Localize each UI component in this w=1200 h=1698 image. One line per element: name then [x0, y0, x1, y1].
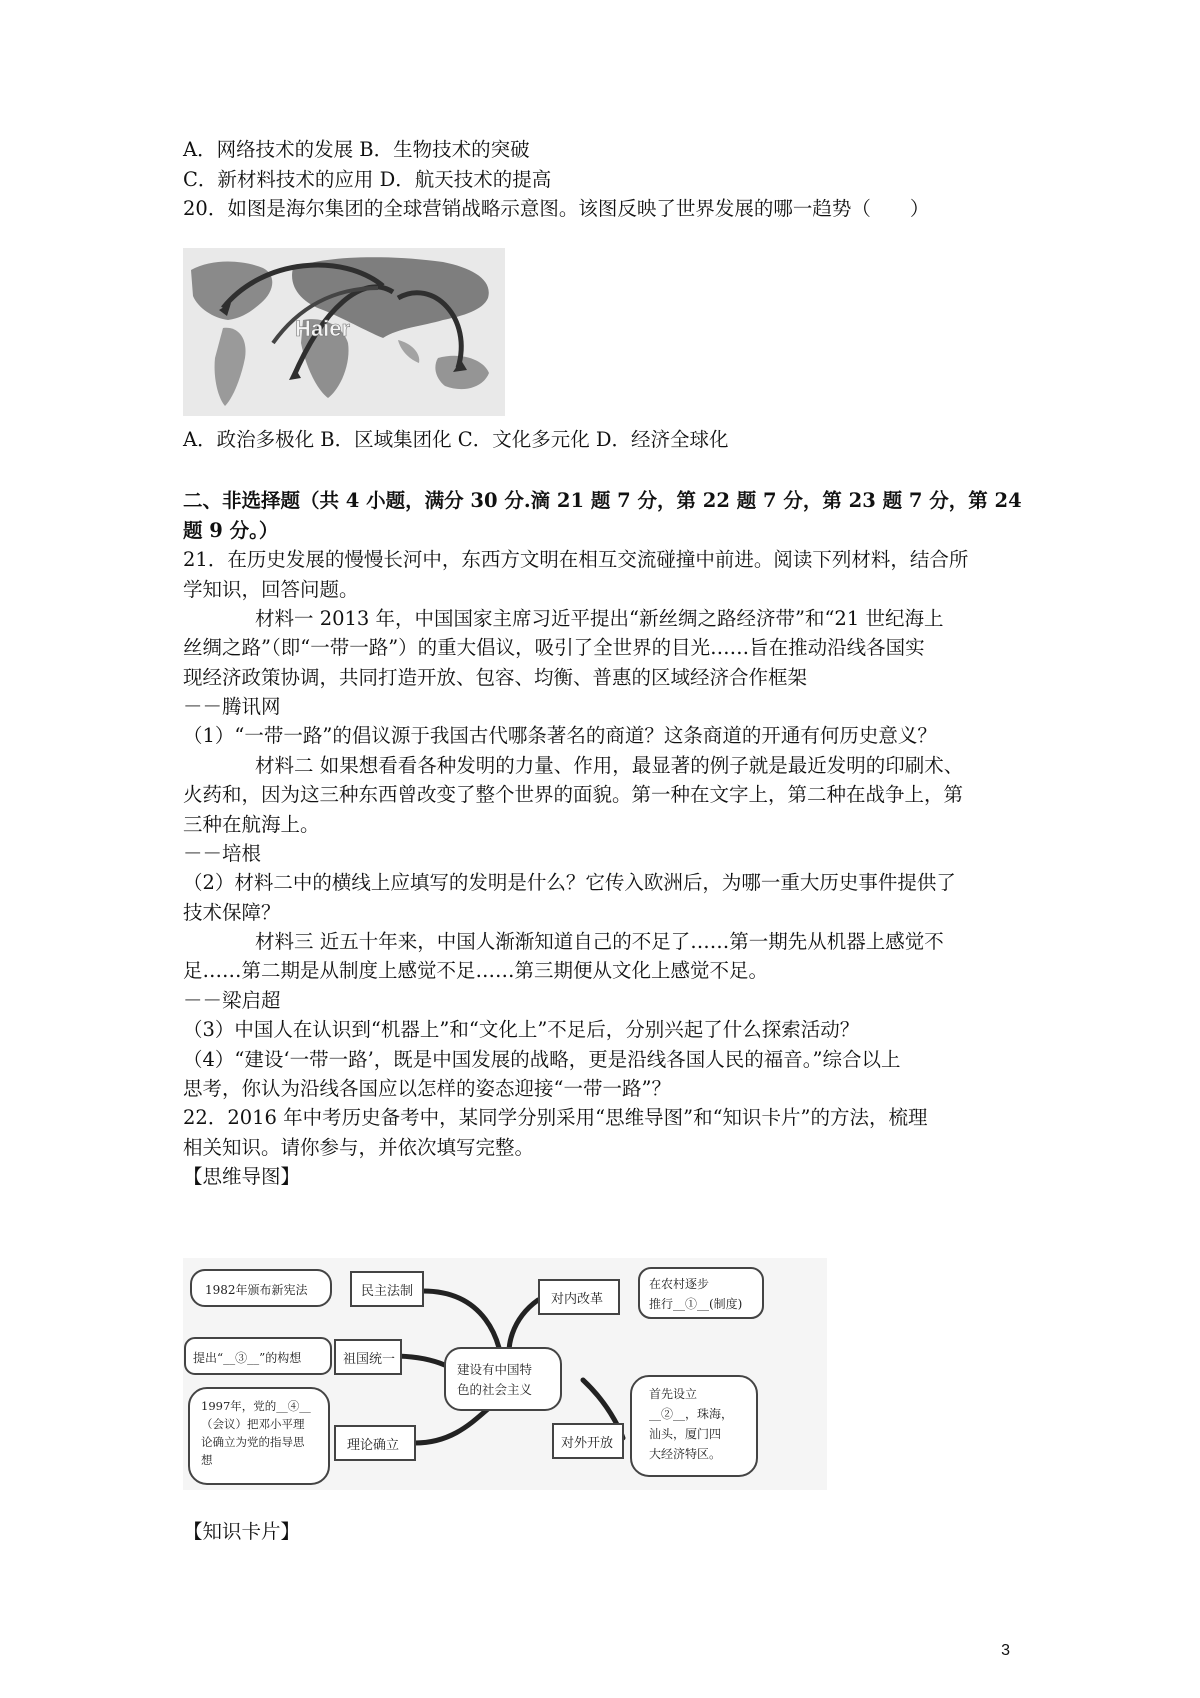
- mm-right2-leaf-line2: __②__，珠海，: [649, 1407, 734, 1421]
- q19-options-line2: C．新材料技术的应用 D．航天技术的提高: [183, 168, 552, 191]
- haier-global-strategy-map: [183, 248, 505, 416]
- mm-right2-leaf-line1: 首先设立: [649, 1387, 698, 1401]
- q21-material2-source: －－培根: [183, 842, 262, 865]
- mindmap-label: 【思维导图】: [183, 1165, 301, 1188]
- mm-right2-branch: 对外开放: [561, 1436, 614, 1451]
- mm-right2-leaf-line3: 汕头，厦门四: [649, 1427, 722, 1441]
- q21-sub1: （1）“一带一路”的倡议源于我国古代哪条著名的商道？这条商道的开通有何历史意义？: [183, 724, 937, 747]
- mm-center-line1: 建设有中国特: [457, 1362, 533, 1377]
- q21-material1-line2: 丝绸之路”（即“一带一路”）的重大倡议，吸引了全世界的目光……旨在推动沿线各国实: [183, 636, 925, 659]
- mind-map-diagram: [183, 1258, 827, 1490]
- mind-map-svg: [183, 1258, 827, 1490]
- haier-logo-text: Haier: [295, 316, 351, 341]
- q21-material3-line1: 材料三 近五十年来，中国人渐渐知道自己的不足了……第一期先从机器上感觉不: [255, 930, 944, 953]
- q21-sub2-line1: （2）材料二中的横线上应填写的发明是什么？它传入欧洲后，为哪一重大历史事件提供了: [183, 871, 956, 894]
- mm-left3-branch: 理论确立: [347, 1438, 400, 1453]
- q20-stem: 20．如图是海尔集团的全球营销战略示意图。该图反映了世界发展的哪一趋势（ ）: [183, 197, 930, 220]
- q21-material2-line3: 三种在航海上。: [183, 813, 320, 836]
- q21-stem-line1: 21．在历史发展的慢慢长河中，东西方文明在相互交流碰撞中前进。阅读下列材料，结合所: [183, 548, 969, 571]
- mm-right2-leaf-line4: 大经济特区。: [649, 1447, 722, 1461]
- q21-material3-line2: 足……第二期是从制度上感觉不足……第三期便从文化上感觉不足。: [183, 959, 769, 982]
- q21-material1-source: －－腾讯网: [183, 695, 281, 718]
- q21-material1-line3: 现经济政策协调，共同打造开放、包容、均衡、普惠的区域经济合作框架: [183, 666, 808, 689]
- mm-right1-leaf-line2: 推行__①__(制度): [649, 1297, 743, 1311]
- mm-left3-leaf-line2: （会议）把邓小平理: [201, 1417, 305, 1431]
- q22-stem-line1: 22．2016 年中考历史备考中，某同学分别采用“思维导图”和“知识卡片”的方法，梳理: [183, 1106, 928, 1129]
- mm-left2-leaf: 提出“__③__”的构想: [193, 1351, 302, 1365]
- q21-material1-line1: 材料一 2013 年，中国国家主席习近平提出“新丝绸之路经济带”和“21 世纪海上: [255, 607, 944, 630]
- q21-sub2-line2: 技术保障？: [183, 901, 281, 924]
- section2-heading-line2: 题 9 分。）: [183, 519, 279, 542]
- mm-right1-branch: 对内改革: [551, 1292, 604, 1307]
- mm-left2-branch: 祖国统一: [343, 1352, 396, 1367]
- q22-stem-line2: 相关知识。请你参与，并依次填写完整。: [183, 1136, 535, 1159]
- q21-sub3: （3）中国人在认识到“机器上”和“文化上”不足后，分别兴起了什么探索活动？: [183, 1018, 860, 1041]
- mm-center-line2: 色的社会主义: [457, 1382, 533, 1397]
- mm-left3-leaf-line3: 论确立为党的指导思: [201, 1435, 305, 1449]
- q21-stem-line2: 学知识，回答问题。: [183, 578, 359, 601]
- q21-material2-line2: 火药和，因为这三种东西曾改变了整个世界的面貌。第一种在文字上，第二种在战争上，第: [183, 783, 964, 806]
- mm-left1-branch: 民主法制: [361, 1284, 414, 1299]
- knowledge-card-label: 【知识卡片】: [183, 1520, 301, 1543]
- q19-options-line1: A．网络技术的发展 B．生物技术的突破: [183, 138, 530, 161]
- q21-material2-line1: 材料二 如果想看看各种发明的力量、作用，最显著的例子就是最近发明的印刷术、: [255, 754, 964, 777]
- mm-left1-leaf: 1982年颁布新宪法: [205, 1283, 308, 1297]
- mm-center-box: [445, 1348, 561, 1410]
- q20-options: A．政治多极化 B．区域集团化 C．文化多元化 D．经济全球化: [183, 428, 729, 451]
- section2-heading-line1: 二、非选择题（共 4 小题，满分 30 分.滴 21 题 7 分，第 22 题 7 分，第 23 题 7 分，第 24: [183, 489, 1022, 512]
- q21-sub4-line1: （4）“建设‘一带一路’，既是中国发展的战略，更是沿线各国人民的福音。”综合以上: [183, 1048, 901, 1071]
- world-map-image: [183, 248, 505, 416]
- q21-material3-source: －－梁启超: [183, 989, 281, 1012]
- q21-sub4-line2: 思考，你认为沿线各国应以怎样的姿态迎接“一带一路”？: [183, 1077, 671, 1100]
- mm-left3-leaf-line4: 想: [201, 1453, 213, 1467]
- mm-left3-leaf-line1: 1997年，党的__④__: [201, 1399, 311, 1413]
- page-number: 3: [1001, 1642, 1010, 1659]
- mm-right1-leaf-line1: 在农村逐步: [649, 1277, 710, 1291]
